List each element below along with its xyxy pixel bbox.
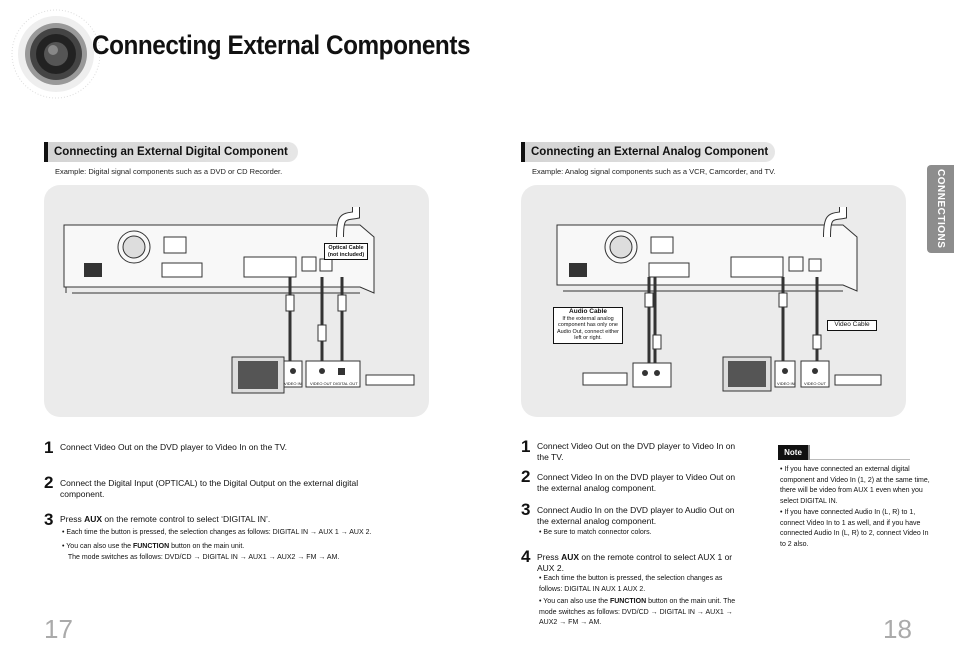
step-4-number: 4 — [521, 547, 531, 566]
left-bullet-2: • You can also use the FUNCTION button on the main unit. The mode switches as follows: DVD/CD → DIGITAL IN → AUX1 → AUX2 → FM → AM. — [62, 543, 340, 561]
note-badge: Note — [778, 445, 810, 460]
tv-video-in-label: VIDEO IN — [777, 381, 795, 386]
tv-video-in-label: VIDEO IN — [284, 381, 302, 386]
optical-cable-callout: Optical Cable (not included) — [324, 243, 368, 260]
example-digital: Example: Digital signal components such as a DVD or CD Recorder. — [55, 167, 283, 176]
device-digital-out-label: DIGITAL OUT — [333, 381, 358, 386]
step-1-text: Connect Video Out on the DVD player to Video In on the TV. — [60, 442, 287, 452]
digital-diagram-panel — [44, 185, 429, 417]
analog-connection-diagram — [521, 185, 906, 417]
analog-diagram-panel — [521, 185, 906, 417]
step-2-number: 2 — [44, 473, 54, 492]
step-1-number: 1 — [44, 438, 54, 457]
step-1-number: 1 — [521, 437, 531, 456]
right-bullet-1: • Each time the button is pressed, the selection changes as follows: DIGITAL IN AUX 1 AUX 2. — [539, 575, 723, 593]
device-video-out-label: VIDEO OUT — [804, 381, 827, 386]
step-2-number: 2 — [521, 467, 531, 486]
step-3-text: Press AUX on the remote control to select ‘DIGITAL IN’. — [60, 514, 271, 524]
step-2-text: Connect the Digital Input (OPTICAL) to the Digital Output on the external digital component. — [60, 478, 359, 499]
digital-connection-diagram — [44, 185, 429, 417]
left-bullet-1: • Each time the button is pressed, the selection changes as follows: DIGITAL IN → AUX 1 → AUX 2. — [62, 529, 372, 536]
device-video-out-label: VIDEO OUT — [310, 381, 333, 386]
step-4-text: Press AUX on the remote control to select AUX 1 or AUX 2. — [537, 552, 733, 573]
step-1-text: Connect Video Out on the DVD player to Video In on the TV. — [537, 441, 736, 462]
note-item-1: • If you have connected an external digital component and Video In (1, 2) at the same time, there will be video from AUX 1 even when you select DIGITAL IN. — [780, 466, 930, 505]
audio-cable-title: Audio Cable — [569, 308, 607, 315]
note-item-2: • If you have connected Audio In (L, R) to 1, connect Video In to 1 as well, and if you have connected Audio In (L, R) to 2, connect Video In to 2 also. — [780, 509, 929, 548]
speaker-graphic — [8, 4, 100, 104]
right-step3-bullet: • Be sure to match connector colors. — [539, 529, 652, 536]
video-cable-callout: Video Cable — [827, 320, 877, 331]
step-2-text: Connect Video In on the DVD player to Video Out on the external analog component. — [537, 472, 736, 493]
audio-cable-text: If the external analog component has only one Audio Out, connect either left or right. — [556, 315, 620, 341]
step-3-number: 3 — [44, 510, 54, 529]
connections-tab: CONNECTIONS — [927, 165, 954, 253]
page-number-left: 17 — [44, 614, 73, 644]
page-title: Connecting External Components — [92, 30, 471, 60]
step-3-text: Connect Audio In on the DVD player to Audio Out on the external analog component. — [537, 505, 735, 526]
step-3-number: 3 — [521, 500, 531, 519]
page-number-right: 18 — [883, 614, 912, 644]
example-analog: Example: Analog signal components such as a VCR, Camcorder, and TV. — [532, 167, 776, 176]
section-heading-digital: Connecting an External Digital Component — [44, 142, 298, 162]
note-divider — [810, 459, 910, 460]
section-heading-analog: Connecting an External Analog Component — [521, 142, 775, 162]
right-bullet-2: • You can also use the FUNCTION button on the main unit. The mode switches as follows: DVD/CD → DIGITAL IN → AUX1 → AUX2 → FM → AM. — [539, 598, 736, 626]
audio-cable-callout — [553, 307, 623, 344]
